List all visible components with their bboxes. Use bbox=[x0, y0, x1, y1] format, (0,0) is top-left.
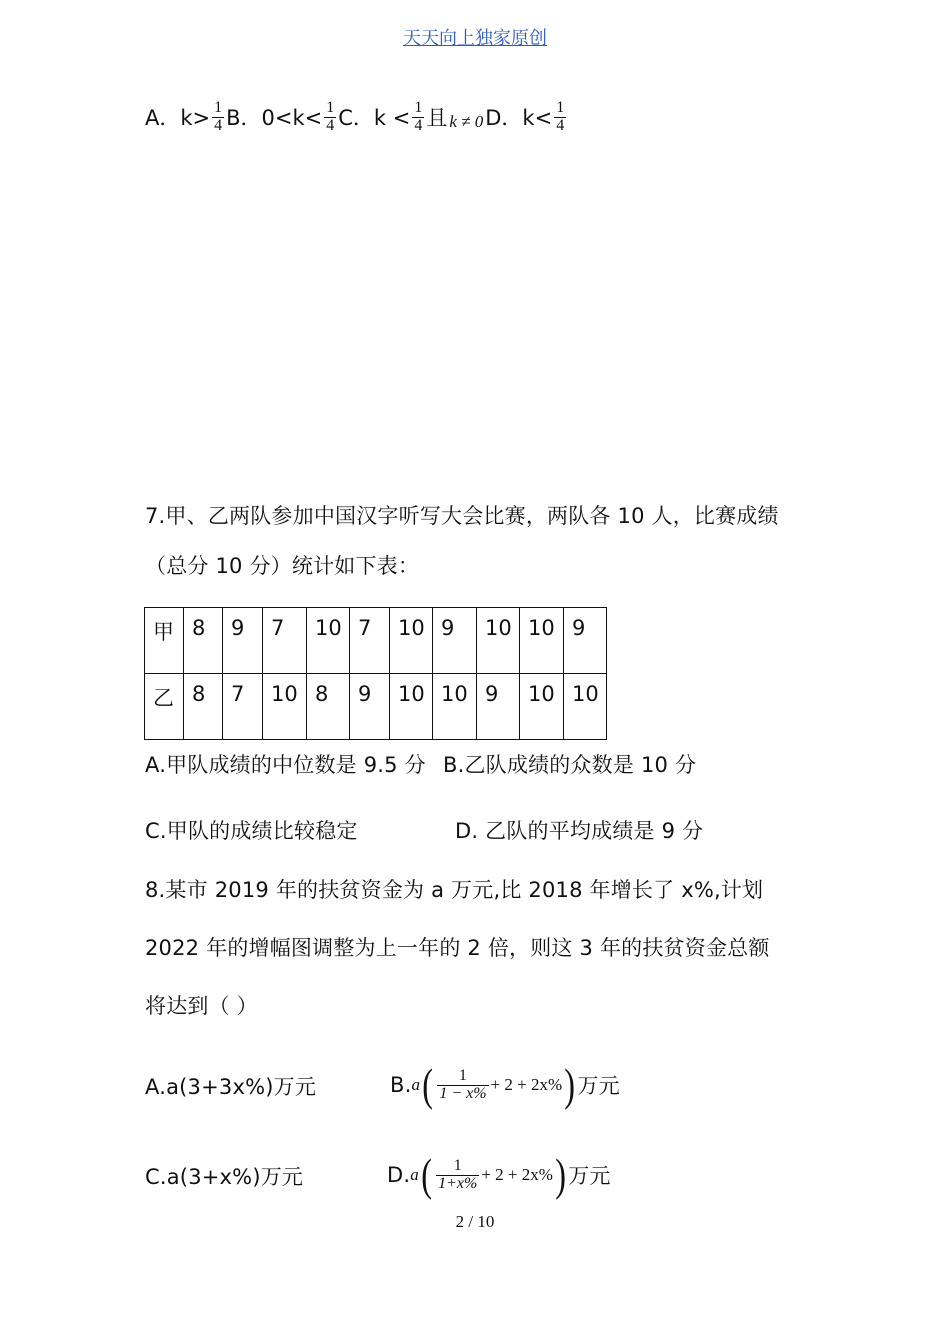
var-a: a bbox=[410, 1165, 419, 1184]
q6-option-b-label: B．0<k< bbox=[226, 106, 323, 131]
q6-option-d-label: D．k< bbox=[485, 106, 553, 131]
q8-option-a: A.a(3+3x%)万元 bbox=[145, 1075, 317, 1099]
q7-option-a: A.甲队成绩的中位数是 9.5 分 bbox=[145, 753, 426, 777]
right-paren: ) bbox=[555, 1149, 566, 1200]
q8-option-b-label: B. bbox=[390, 1073, 412, 1097]
table-cell: 10 bbox=[433, 674, 477, 740]
q8-option-b bbox=[390, 1059, 620, 1110]
table-cell: 10 bbox=[390, 674, 433, 740]
table-cell: 7 bbox=[223, 674, 263, 740]
unit-label: 万元 bbox=[577, 1074, 620, 1098]
q8-option-c: C.a(3+x%)万元 bbox=[145, 1165, 304, 1189]
table-cell: 乙 bbox=[145, 674, 184, 740]
q6-option-a-label: A．k> bbox=[145, 106, 211, 131]
table-cell: 10 bbox=[307, 608, 350, 674]
q8-stem-line2: 2022 年的增幅图调整为上一年的 2 倍，则这 3 年的扶贫资金总额 bbox=[145, 936, 770, 960]
q7-option-d: D. 乙队的平均成绩是 9 分 bbox=[455, 819, 704, 843]
q8-stem-line1: 8.某市 2019 年的扶贫资金为 a 万元,比 2018 年增长了 x%,计划 bbox=[145, 878, 764, 902]
left-paren: ( bbox=[422, 1059, 434, 1110]
q6-option-c-label: C．k < bbox=[338, 106, 411, 131]
q7-option-b: B.乙队成绩的众数是 10 分 bbox=[443, 753, 697, 777]
q8-option-b-fraction: $\frac{1}{1 - x\%}$ bbox=[439, 1066, 487, 1102]
q8-option-d bbox=[387, 1149, 611, 1200]
table-cell: 8 bbox=[184, 608, 223, 674]
left-paren: ( bbox=[421, 1149, 432, 1200]
q8-option-d-fraction: $\frac{1}{1+x\%}$ bbox=[438, 1156, 478, 1192]
fraction-one-quarter: $\frac{1}{4}$ bbox=[214, 99, 223, 134]
right-paren: ) bbox=[564, 1059, 576, 1110]
tail-expression: + 2 + 2x% bbox=[481, 1165, 553, 1184]
table-cell: 9 bbox=[350, 674, 390, 740]
q7-stem-line1: 7.甲、乙两队参加中国汉字听写大会比赛，两队各 10 人，比赛成绩 bbox=[145, 504, 779, 528]
tail-expression: + 2 + 2x% bbox=[490, 1075, 563, 1094]
table-cell: 9 bbox=[477, 674, 520, 740]
table-cell: 10 bbox=[520, 608, 564, 674]
table-row bbox=[145, 608, 607, 674]
var-a: a bbox=[411, 1075, 420, 1094]
table-cell: 10 bbox=[390, 608, 433, 674]
unit-label: 万元 bbox=[568, 1164, 611, 1188]
table-cell: 10 bbox=[520, 674, 564, 740]
q8-stem-line3: 将达到（ ） bbox=[145, 994, 258, 1018]
table-cell: 7 bbox=[263, 608, 307, 674]
table-cell: 9 bbox=[564, 608, 607, 674]
table-cell: 8 bbox=[307, 674, 350, 740]
table-cell: 10 bbox=[564, 674, 607, 740]
table-cell: 10 bbox=[263, 674, 307, 740]
page-header-title: 天天向上独家原创 bbox=[403, 28, 547, 49]
q7-option-c: C.甲队的成绩比较稳定 bbox=[145, 819, 358, 843]
table-cell: 10 bbox=[477, 608, 520, 674]
table-cell: 甲 bbox=[145, 608, 184, 674]
q7-score-table bbox=[144, 607, 607, 740]
q6-options bbox=[145, 100, 568, 135]
table-cell: 7 bbox=[350, 608, 390, 674]
q7-stem-line2: （总分 10 分）统计如下表： bbox=[145, 554, 420, 578]
q6-option-c-suffix: 且 bbox=[426, 106, 448, 131]
table-cell: 9 bbox=[433, 608, 477, 674]
k-not-zero-condition: k ≠ 0 bbox=[449, 112, 484, 132]
page-number: 2 / 10 bbox=[455, 1212, 495, 1231]
q8-option-d-label: D. bbox=[387, 1163, 411, 1187]
fraction-one-quarter: $\frac{1}{4}$ bbox=[326, 99, 335, 134]
fraction-one-quarter: $\frac{1}{4}$ bbox=[414, 99, 423, 134]
fraction-one-quarter: $\frac{1}{4}$ bbox=[556, 99, 565, 134]
table-cell: 9 bbox=[223, 608, 263, 674]
table-cell: 8 bbox=[184, 674, 223, 740]
table-row bbox=[145, 674, 607, 740]
